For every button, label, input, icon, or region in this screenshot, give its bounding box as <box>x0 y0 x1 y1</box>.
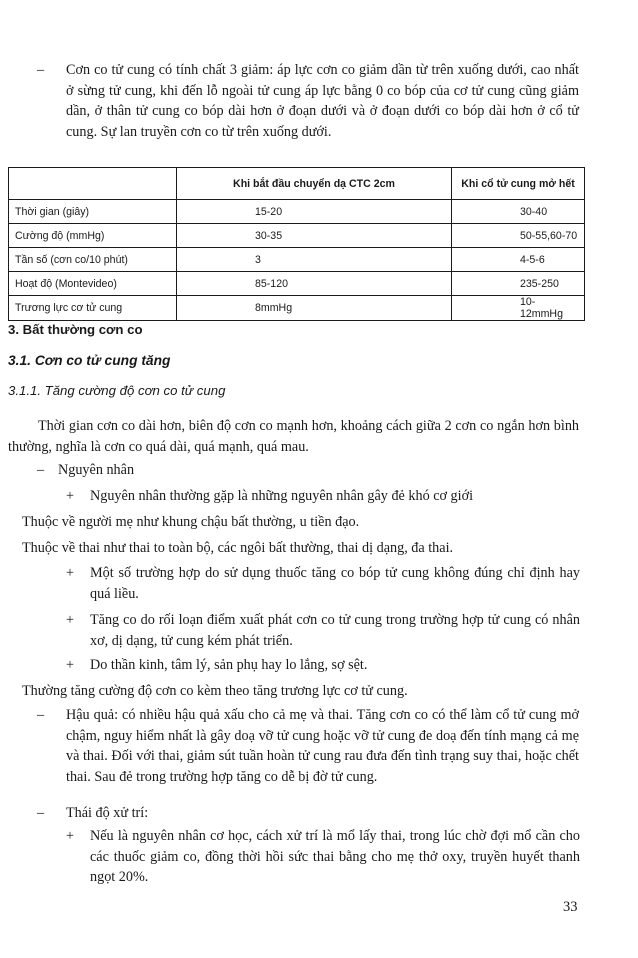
table-cell: 10-12mmHg <box>452 296 585 321</box>
plus-bullet: + <box>66 828 75 844</box>
plus-bullet: + <box>66 565 75 581</box>
table-row <box>9 296 585 321</box>
subsubsection-heading: 3.1.1. Tăng cường độ cơn co tử cung <box>8 383 226 398</box>
body-paragraph: Thuộc về người mẹ như khung chậu bất thường, u tiền đạo. <box>22 514 360 530</box>
cause-item: Tăng co do rối loạn điểm xuất phát cơn co tử cung trong trường hợp tử cung có nhân xơ, dị dạng, tử cung kém phát triển. <box>90 612 580 649</box>
plus-bullet: + <box>66 657 75 673</box>
table-cell: Tần số (cơn co/10 phút) <box>9 248 177 272</box>
table-cell: 30-35 <box>177 224 452 248</box>
table-cell: 15-20 <box>177 200 452 224</box>
plus-bullet: + <box>66 612 75 628</box>
cause-item: Do thần kinh, tâm lý, sản phụ hay lo lắng, sợ sệt. <box>90 657 368 673</box>
intro-dash: – <box>37 62 45 78</box>
section-heading: 3. Bất thường cơn co <box>8 322 143 337</box>
table-cell: 8mmHg <box>177 296 452 321</box>
table-cell: 85-120 <box>177 272 452 296</box>
contraction-table <box>8 167 585 321</box>
table-cell: Thời gian (giây) <box>9 200 177 224</box>
body-paragraph: Thuộc về thai như thai to toàn bộ, các ngôi bất thường, thai dị dạng, đa thai. <box>22 540 454 556</box>
dash-bullet: – <box>37 805 45 821</box>
table-header-row <box>9 168 585 200</box>
table-cell: Trương lực cơ tử cung <box>9 296 177 321</box>
table-cell: 4-5-6 <box>452 248 585 272</box>
table-cell: 30-40 <box>452 200 585 224</box>
table-cell: 50-55,60-70 <box>452 224 585 248</box>
table-row <box>9 248 585 272</box>
dash-bullet: – <box>37 707 45 723</box>
body-paragraph: Thường tăng cường độ cơn co kèm theo tăng trương lực cơ tử cung. <box>22 683 408 699</box>
table-header-cell <box>9 168 177 200</box>
management-label: Thái độ xử trí: <box>66 805 149 821</box>
table-row <box>9 272 585 296</box>
table-cell: Hoạt độ (Montevideo) <box>9 272 177 296</box>
consequence-paragraph: Hậu quả: có nhiều hậu quả xấu cho cả mẹ và thai. Tăng cơn co có thể làm cổ tử cung mở chậm, nguy hiểm nhất là gây doạ vỡ tử cung hoặc vỡ tử cung đe doạ đến tính mạng cả mẹ và thai. Đối với thai, giảm sút tuần hoàn tử cung rau đưa đến tình trạng suy thai, hoặc chết thai. Sau đẻ trong trường hợp tăng co dễ bị đờ tử cung. <box>66 707 579 785</box>
table-row <box>9 224 585 248</box>
table-header-cell: Khi cổ tử cung mở hết <box>452 168 585 200</box>
table-cell: 3 <box>177 248 452 272</box>
table-cell: 235-250 <box>452 272 585 296</box>
table-row <box>9 200 585 224</box>
body-paragraph: Thời gian cơn co dài hơn, biên độ cơn co mạnh hơn, khoảng cách giữa 2 cơn co ngắn hơn bình thường, nghĩa là cơn co quá dài, quá mạnh, quá mau. <box>8 418 579 455</box>
table-header-cell: Khi bắt đầu chuyển dạ CTC 2cm <box>177 168 452 200</box>
page-number: 33 <box>563 899 578 915</box>
intro-paragraph: Cơn co tử cung có tính chất 3 giảm: áp lực cơn co giảm dần từ trên xuống dưới, cao nhất ở sừng tử cung, khi đến lỗ ngoài tử cung áp lực bằng 0 co bóp của cơ tử cung cũng giảm dần, ở thân tử cung co bóp dài hơn ở đoạn dưới và ở đoạn dưới co bóp dài hơn ở cổ tử cung. Sự lan truyền cơn co từ trên xuống dưới. <box>66 62 579 140</box>
cause-label: Nguyên nhân <box>58 462 135 478</box>
cause-item: Một số trường hợp do sử dụng thuốc tăng co bóp tử cung không đúng chỉ định hay quá liều. <box>90 565 580 602</box>
subsection-heading: 3.1. Cơn co tử cung tăng <box>8 353 171 368</box>
cause-item: Nguyên nhân thường gặp là những nguyên nhân gây đẻ khó cơ giới <box>90 488 474 504</box>
plus-bullet: + <box>66 488 75 504</box>
dash-bullet: – <box>37 462 45 478</box>
management-item: Nếu là nguyên nhân cơ học, cách xử trí là mổ lấy thai, trong lúc chờ đợi mổ cần cho các thuốc giảm co, đồng thời hồi sức thai bằng cho mẹ thở oxy, truyền huyết thanh ngọt 20%. <box>90 828 580 885</box>
table-cell: Cường độ (mmHg) <box>9 224 177 248</box>
